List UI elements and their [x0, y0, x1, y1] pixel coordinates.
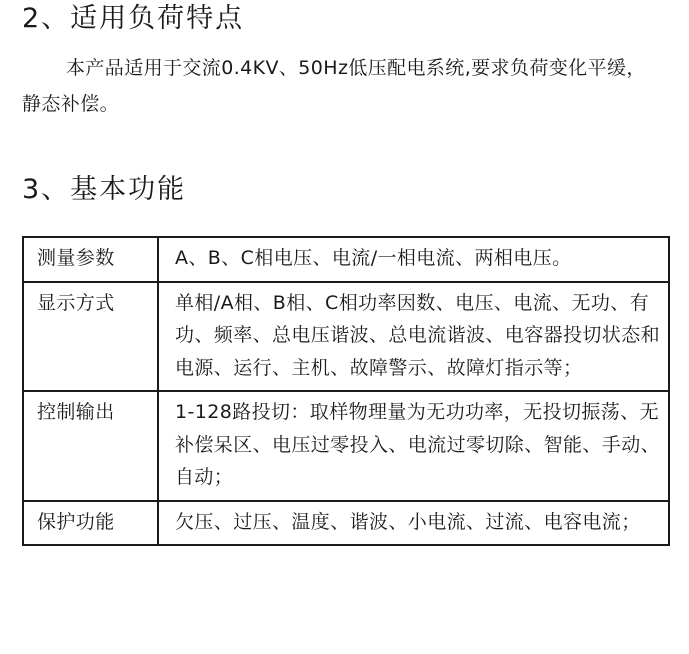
row-label-display: 显示方式 — [23, 282, 158, 392]
row-label-control-output: 控制输出 — [23, 391, 158, 501]
section-2-heading: 2、适用负荷特点 — [22, 3, 245, 34]
row-label-measurement: 测量参数 — [23, 237, 158, 282]
table-row — [23, 501, 669, 546]
row-value-measurement: A、B、C相电压、电流/一相电流、两相电压。 — [158, 237, 669, 282]
section-3-heading: 3、基本功能 — [22, 174, 187, 205]
row-value-control-output: 1-128路投切：取样物理量为无功功率，无投切振荡、无补偿呆区、电压过零投入、电流过零切除、智能、手动、自动； — [158, 391, 669, 501]
table-row — [23, 282, 669, 392]
row-value-protection: 欠压、过压、温度、谐波、小电流、过流、电容电流； — [158, 501, 669, 546]
row-value-display: 单相/A相、B相、C相功率因数、电压、电流、无功、有功、频率、总电压谐波、总电流谐波、电容器投切状态和电源、运行、主机、故障警示、故障灯指示等； — [158, 282, 669, 392]
row-label-protection: 保护功能 — [23, 501, 158, 546]
basic-functions-table — [22, 236, 670, 546]
section-2-paragraph: 本产品适用于交流0.4KV、50Hz低压配电系统,要求负荷变化平缓，静态补偿。 — [22, 57, 646, 115]
table-row — [23, 391, 669, 501]
table-row — [23, 237, 669, 282]
